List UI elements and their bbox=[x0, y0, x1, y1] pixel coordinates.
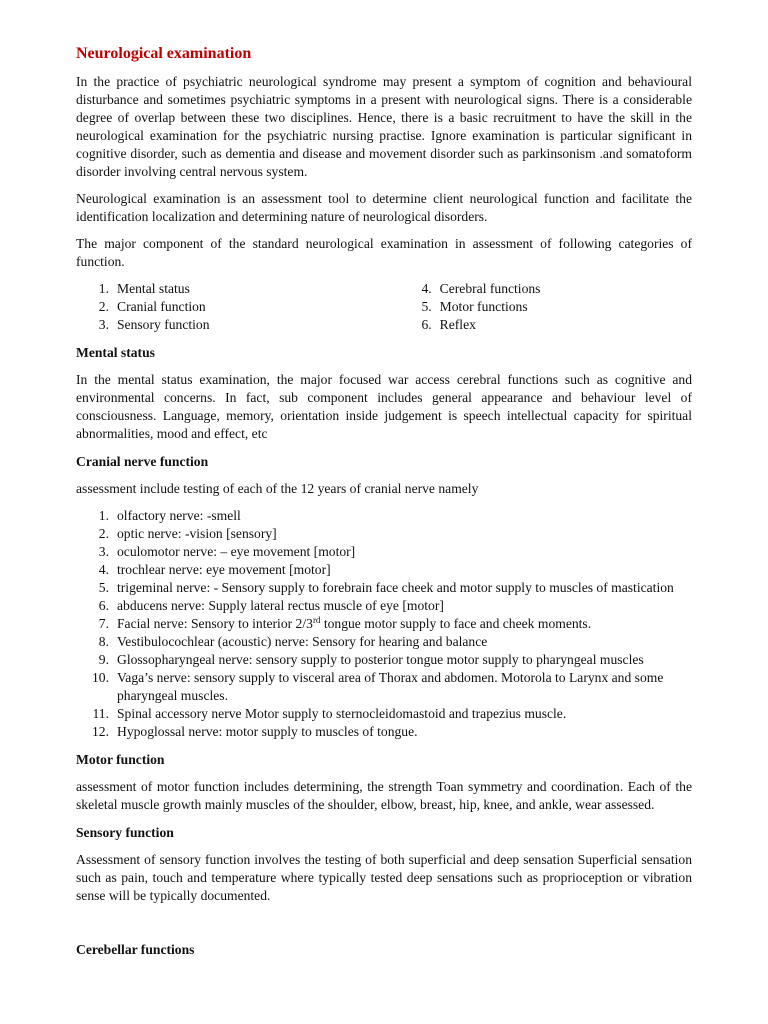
page-title: Neurological examination bbox=[76, 45, 252, 62]
list-item: 5. trigeminal nerve: - Sensory supply to forebrain face cheek and motor supply to muscles of mastication bbox=[98, 580, 674, 595]
facial-nerve-text-a: Facial nerve: Sensory to interior 2/3 bbox=[117, 616, 313, 631]
section-heading-sensory-function: Sensory function bbox=[76, 825, 174, 840]
section-heading-motor-function: Motor function bbox=[76, 752, 165, 767]
list-item: 1. Mental status bbox=[98, 281, 190, 296]
list-item: 9. Glossopharyngeal nerve: sensory supply to posterior tongue motor supply to pharyngeal muscles bbox=[98, 652, 644, 667]
ordinal-superscript: rd bbox=[312, 615, 321, 625]
list-item: 8. Vestibulocochlear (acoustic) nerve: Sensory for hearing and balance bbox=[98, 634, 488, 649]
motor-function-paragraph: assessment of motor function includes determining, the strength Toan symmetry and coordination. Each of the skeletal muscle growth mainly muscles of the shoulder, elbow, breast, hip, knee, and ankle, wear assessed. bbox=[76, 779, 692, 812]
cranial-nerve-list bbox=[76, 507, 692, 741]
list-item: 11. Spinal accessory nerve Motor supply to sternocleidomastoid and trapezius muscle. bbox=[92, 706, 567, 721]
cranial-intro-paragraph: assessment include testing of each of the 12 years of cranial nerve namely bbox=[76, 481, 479, 496]
list-item: 1. olfactory nerve: -smell bbox=[98, 508, 241, 523]
categories-list bbox=[76, 280, 692, 334]
section-heading-mental-status: Mental status bbox=[76, 345, 155, 360]
list-item: 3. Sensory function bbox=[98, 317, 210, 332]
list-item: 2. Cranial function bbox=[98, 299, 206, 314]
list-item: 6. Reflex bbox=[421, 317, 476, 332]
list-item: 6. abducens nerve: Supply lateral rectus muscle of eye [motor] bbox=[98, 598, 444, 613]
intro-paragraph-2: Neurological examination is an assessment tool to determine client neurological function and facilitate the identification localization and determining nature of neurological disorders. bbox=[76, 191, 692, 224]
facial-nerve-text-b: tongue motor supply to face and cheek moments. bbox=[320, 616, 592, 631]
list-item: 4. Cerebral functions bbox=[421, 281, 541, 296]
categories-column-right bbox=[399, 280, 692, 334]
list-item: 2. optic nerve: -vision [sensory] bbox=[98, 526, 277, 541]
list-item: 4. trochlear nerve: eye movement [motor] bbox=[98, 562, 331, 577]
list-item: 10. Vaga’s nerve: sensory supply to visceral area of Thorax and abdomen. Motorola to Larynx and some pharyngeal muscles. bbox=[92, 670, 664, 703]
sensory-function-paragraph: Assessment of sensory function involves the testing of both superficial and deep sensation Superficial sensation such as pain, touch and temperature where typically tested deep sensations such as proprioception or vibration sense will be typically documented. bbox=[76, 852, 692, 903]
mental-status-paragraph: In the mental status examination, the major focused war access cerebral functions such as cognitive and environmental concerns. In fact, sub component includes general appearance and behaviour level of consciousness. Language, memory, orientation inside judgement is speech intellectual capacity for spiritual abnormalities, mood and effect, etc bbox=[76, 372, 692, 441]
section-heading-cranial-nerve: Cranial nerve function bbox=[76, 454, 209, 469]
section-heading-cerebellar-functions: Cerebellar functions bbox=[76, 942, 195, 957]
list-item: 3. oculomotor nerve: – eye movement [motor] bbox=[98, 544, 356, 559]
categories-column-left bbox=[76, 280, 399, 334]
list-item: 7. Facial nerve: Sensory to interior 2/3rd tongue motor supply to face and cheek moments. bbox=[98, 615, 592, 631]
list-item: 12. Hypoglossal nerve: motor supply to muscles of tongue. bbox=[92, 724, 418, 739]
intro-paragraph-3: The major component of the standard neurological examination in assessment of following categories of function. bbox=[76, 236, 692, 269]
list-item: 5. Motor functions bbox=[421, 299, 528, 314]
intro-paragraph-1: In the practice of psychiatric neurological syndrome may present a symptom of cognition and behavioural disturbance and sometimes psychiatric symptoms in a present with neurological signs. There is a considerable degree of overlap between these two disciplines. Hence, there is a basic recruitment to have the skill in the neurological examination for the psychiatric nursing practise. Ignore examination is particular significant in cognitive disorder, such as dementia and disease and movement disorder such as parkinsonism .and somatoform disorder involving central nervous system. bbox=[76, 74, 692, 179]
